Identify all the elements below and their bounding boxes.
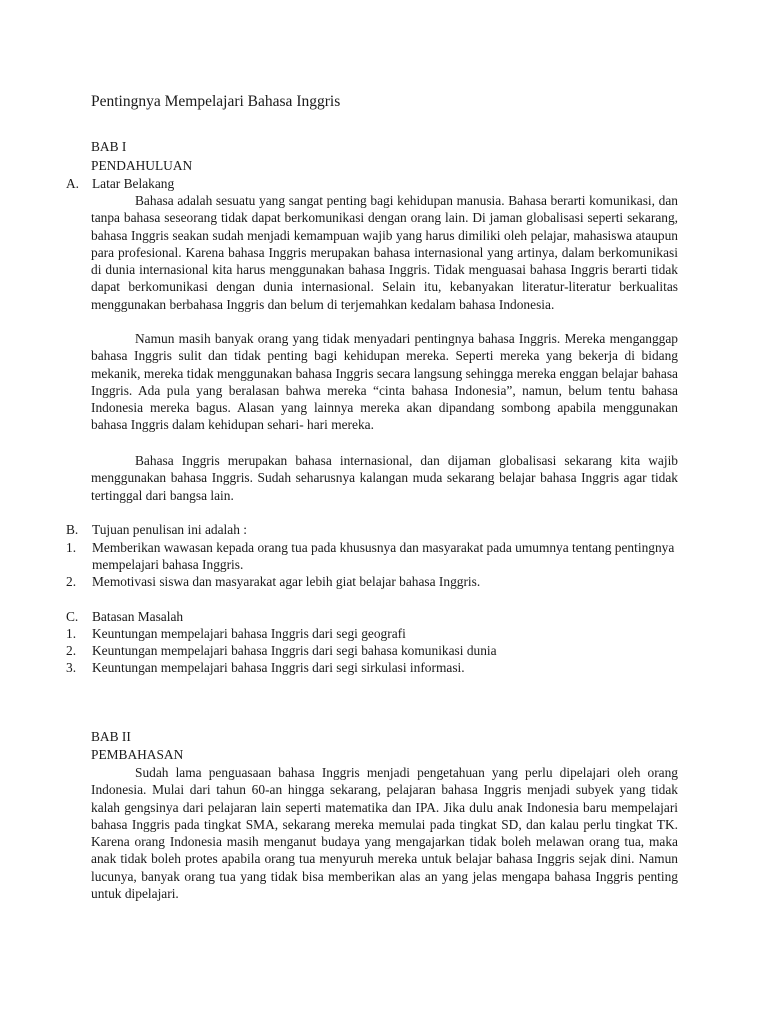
section-a-paragraph-2: Namun masih banyak orang yang tidak menyadari pentingnya bahasa Inggris. Mereka menganggap bahasa Inggris sulit dan tidak penting bagi kehidupan mereka. Seperti mereka yang bekerja di bidang mekanik, mereka tidak menggunakan bahasa Inggris secara langsung sehingga mereka enggan belajar bahasa Inggris. Ada pula yang beralasan bahwa mereka “cinta bahasa Indonesia”, namun, belum tentu bahasa Indonesia mereka bagus. Alasan yang lainnya mereka akan dipandang sombong apabila menggunakan bahasa Inggris dalam kehidupan sehari- hari mereka. bbox=[91, 331, 678, 433]
list-item-text: Memberikan wawasan kepada orang tua pada khususnya dan masyarakat pada umumnya tentang pentingnya mempelajari bahasa Inggris. bbox=[92, 540, 675, 573]
list-item-number: 2. bbox=[66, 643, 77, 658]
list-item-text: Memotivasi siswa dan masyarakat agar lebih giat belajar bahasa Inggris. bbox=[92, 574, 481, 589]
list-item-number: 1. bbox=[66, 540, 77, 555]
section-c-marker: C. bbox=[66, 609, 79, 624]
chapter-1-label: BAB I bbox=[91, 139, 127, 154]
list-item-text: Keuntungan mempelajari bahasa Inggris dari segi sirkulasi informasi. bbox=[92, 660, 465, 675]
section-b-marker: B. bbox=[66, 522, 79, 537]
section-a-paragraph-1: Bahasa adalah sesuatu yang sangat penting bagi kehidupan manusia. Bahasa berarti komunikasi, dan tanpa bahasa seseorang tidak dapat berkomunikasi dengan orang lain. Di jaman globalisasi seperti sekarang, bahasa Inggris seakan sudah menjadi kemampuan wajib yang harus dimiliki oleh pelajar, mahasiswa ataupun para profesional. Karena bahasa Inggris merupakan bahasa internasional yang artinya, dalam berkomunikasi di dunia internasional kita harus menggunakan bahasa Inggris. Tidak menguasai bahasa Inggris berarti tidak dapat berkomunikasi dengan dunia internasional. Selain itu, kebanyakan literatur-literatur berkualitas menggunakan berbahasa Inggris dan belum di terjemahkan kedalam bahasa Indonesia. bbox=[91, 193, 678, 312]
chapter-2-paragraph-1: Sudah lama penguasaan bahasa Inggris menjadi pengetahuan yang perlu dipelajari oleh orang Indonesia. Mulai dari tahun 60-an hingga sekarang, pelajaran bahasa Inggris menjadi subyek yang tidak kalah gengsinya dari pelajaran lain seperti matematika dan IPA. Jika dulu anak Indonesia baru mempelajari bahasa Inggris pada tingkat SMA, sekarang mereka memulai pada tingkat SD, dan kalau perlu tingkat TK. Karena orang Indonesia masih menganut budaya yang mengajarkan tidak boleh melawan orang tua, maka anak tidak boleh protes apabila orang tua menyuruh mereka untuk belajar bahasa Inggris sejak dini. Namun lucunya, banyak orang tua yang tidak bisa memberikan alas an yang jelas mengapa bahasa Inggris penting untuk dipelajari. bbox=[91, 765, 678, 902]
section-a-title: Latar Belakang bbox=[92, 176, 175, 191]
section-c-heading bbox=[0, 608, 768, 625]
list-item-number: 3. bbox=[66, 660, 77, 675]
section-a-paragraph-3: Bahasa Inggris merupakan bahasa internasional, dan dijaman globalisasi sekarang kita wajib menggunakan bahasa Inggris. Sudah seharusnya kalangan muda sekarang belajar bahasa Inggris agar tidak tertinggal dari bangsa lain. bbox=[91, 453, 678, 503]
list-item-text: Keuntungan mempelajari bahasa Inggris dari segi bahasa komunikasi dunia bbox=[92, 643, 497, 658]
section-a-heading bbox=[0, 175, 768, 192]
document-title: Pentingnya Mempelajari Bahasa Inggris bbox=[91, 93, 341, 110]
list-item-number: 2. bbox=[66, 574, 77, 589]
section-b-title: Tujuan penulisan ini adalah : bbox=[92, 522, 247, 537]
list-item-number: 1. bbox=[66, 626, 77, 641]
section-a-marker: A. bbox=[66, 176, 80, 191]
chapter-1-heading: PENDAHULUAN bbox=[91, 158, 193, 173]
section-b-heading bbox=[0, 521, 768, 538]
list-item-text: Keuntungan mempelajari bahasa Inggris dari segi geografi bbox=[92, 626, 406, 641]
chapter-2-label: BAB II bbox=[91, 729, 131, 744]
section-c-title: Batasan Masalah bbox=[92, 609, 184, 624]
chapter-2-heading: PEMBAHASAN bbox=[91, 747, 184, 762]
